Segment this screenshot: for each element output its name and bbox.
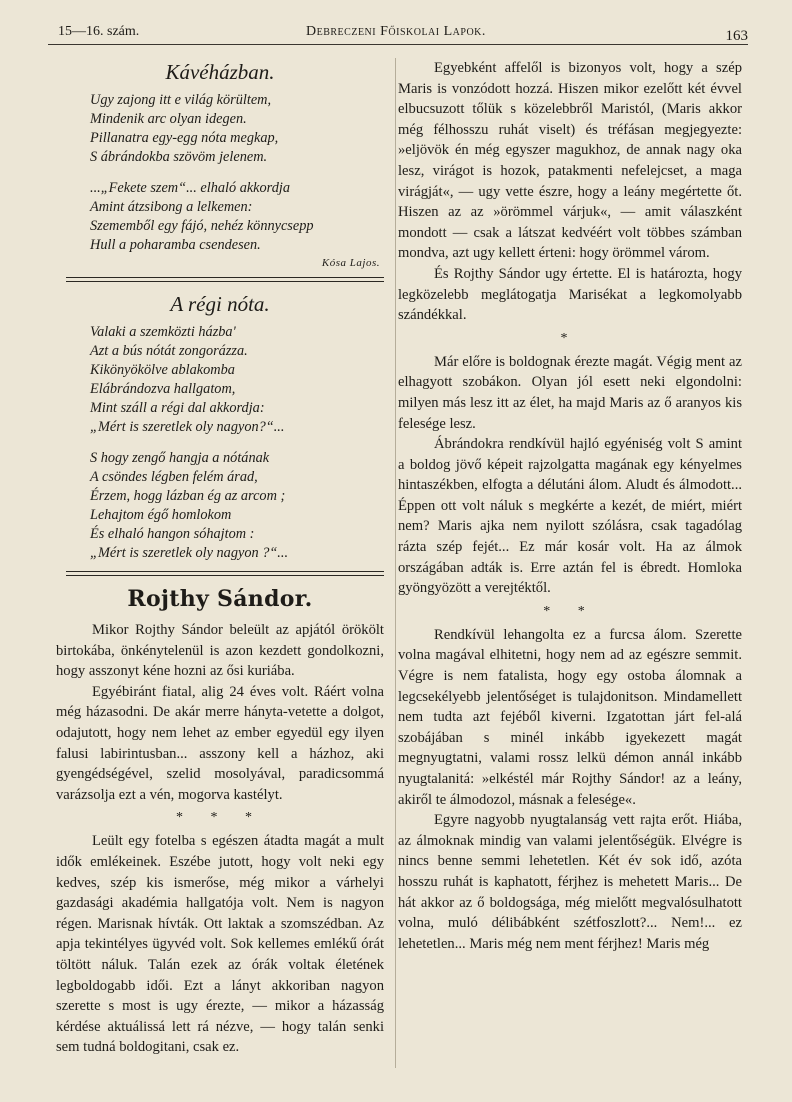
poem-line: Érzem, hogg lázban ég az arcom ; <box>90 488 286 504</box>
poem-line: Elábrándozva hallgatom, <box>90 381 236 397</box>
paragraph: Egyre nagyobb nyugtalanság vett rajta erőt. Hiába, az álmoknak mindig van valami jelentőségük. Elvégre is nincs benne semmi lehetetlen. Két év sok idő, azóta hosszu ruhát is kaphatott, férjhez is mehetett Maris... De hát akkor az ő boldogsága, még mielőtt megvalósulhatott volna, muló délibábként szétfoszlott?... Nem!... ez lehetetlen... Maris még nem ment férjhez! Maris még <box>398 812 742 952</box>
header-rule <box>48 44 748 45</box>
poem-line: A csöndes légben felém árad, <box>90 469 258 485</box>
poem-line: Mint száll a régi dal akkordja: <box>90 400 265 416</box>
section-divider <box>66 277 384 278</box>
right-column <box>398 58 742 954</box>
poem-line: S ábrándokba szövöm jelenem. <box>90 149 268 165</box>
paragraph: Mikor Rojthy Sándor beleült az apjától örökölt birtokába, önkénytelenül is azon kezdett gondolkozni, hogy asszonyt kéne hozni az ősi kuriába. <box>56 622 384 680</box>
poem-line: Valaki a szemközti házba' <box>90 324 236 340</box>
section-divider <box>66 281 384 282</box>
poem-line: Szememből egy fájó, nehéz könnycsepp <box>90 218 314 234</box>
left-column <box>56 58 384 1058</box>
paragraph: És Rojthy Sándor ugy értette. El is határozta, hogy legközelebb meglátogatja Marisékat a legkomolyabb szándékkal. <box>398 265 742 324</box>
paragraph: Egyébiránt fiatal, alig 24 éves volt. Ráért volna még házasodni. De akár merre hányta-vetette a dolgot, odajutott, hogy nem lehet az ember egyedül egy ilyen falusi labirintusban... asszony kell a házhoz, aki gyengédségével, szelid mosolyával, paradicsommá varázsolja ezt a vén, mogorva kastélyt. <box>56 683 384 803</box>
paragraph: Egyebként affelől is bizonyos volt, hogy a szép Maris is vonzódott hozzá. Hiszen mikor ezelőtt két évvel elbucsuzott tőlük s közelebbről Maristól, (Maris akkor még félhosszu ruhát viselt) és tréfásan megjegyezte: »eljövök én még egyszer magukhoz, de annak nagy oka lesz, virágot is hozok, patakmenti nefelejcset, a maga virágját«, — ugy vette észre, hogy a leány megértette őt. Hiszen az az »örömmel várjuk«, — amit válaszként mondott — csak a látszat kedvéért volt többes számban mondva, azt ugy kellett érteni: hogy örömmel várom. <box>398 60 742 262</box>
paragraph: Leült egy fotelba s egészen átadta magát a mult idők emlékeinek. Eszébe jutott, hogy volt neki egy kedves, szép kis ismerőse, még mikor a várhelyi gazdasági akadémia hallgatója volt. Nem is nagyon régen. Marisnak hívták. Ott laktak a szomszédban. Az apja tekintélyes ügyvéd volt. Sok kellemes emlékű órát töltött náluk. Talán ezek az órák voltak életének legboldogabb idői. Ezt a lányt akkoriban nagyon szerette s most is ugy érezte, — mikor a házasság kérdése aktuálissá lett rá nézve, — hogy talán senki sem tudná boldogitani, csak ez. <box>56 833 384 1056</box>
poem-line: Kikönyökölve ablakomba <box>90 362 235 378</box>
poem-stanza <box>90 449 384 563</box>
journal-title: Debreczeni Főiskolai Lapok. <box>306 24 486 39</box>
issue-number: 15—16. szám. <box>58 24 140 39</box>
poem-title: A régi nóta. <box>170 292 270 316</box>
poem-line: Mindenik arc olyan idegen. <box>90 111 247 127</box>
section-stars: * * * <box>176 810 264 826</box>
poem-stanza <box>90 179 384 255</box>
poem-line: Pillanatra egy-egg nóta megkap, <box>90 130 279 146</box>
story-text-right <box>398 58 742 954</box>
poem-a-regi-nota <box>56 323 384 563</box>
story-title: Rojthy Sándor. <box>127 586 313 612</box>
poem-line: És elhaló hangon sóhajtom : <box>90 526 255 542</box>
poem-stanza <box>90 323 384 437</box>
story-text-left <box>56 620 384 1058</box>
poem-line: Lehajtom égő homlokom <box>90 507 232 523</box>
poem-kavehazban <box>56 91 384 255</box>
poem-title: Kávéházban. <box>165 60 275 84</box>
poem-line: Azt a bús nótát zongorázza. <box>90 343 248 359</box>
section-stars: * <box>560 330 580 346</box>
page-header <box>58 24 748 44</box>
poem-line: S hogy zengő hangja a nótának <box>90 450 270 466</box>
poem-author: Kósa Lajos. <box>321 257 380 269</box>
poem-line: „Mért is szeretlek oly nagyon ?“... <box>90 545 289 561</box>
section-stars: * * <box>543 603 597 619</box>
paragraph: Rendkívül lehangolta ez a furcsa álom. Szerette volna magával elhitetni, hogy nem ad az egészre semmit. Végre is nem fatalista, hogy egy ostoba álomnak a legcsekélyebb jelentőséget is tulajdonitson. Mindamellett nem tudta azt fejéből kiverni. Izgatottan járt fel-alá szobájában s minél inkább igyekezett magát megnyugtatni, valami rossz lelkü démon annál inkább nyugtalanitá: »elkéstél már Rojthy Sándor! az a leány, akiről te álmodozol, másnak a felesége«. <box>398 626 742 808</box>
poem-line: Ugy zajong itt e világ körültem, <box>90 92 272 108</box>
poem-line: Amint átzsibong a lelkemen: <box>90 199 253 215</box>
section-divider <box>66 571 384 572</box>
poem-stanza <box>90 91 384 167</box>
poem-line: „Mért is szeretlek oly nagyon?“... <box>90 419 285 435</box>
poem-line: Hull a poharamba csendesen. <box>90 237 261 253</box>
paragraph: Már előre is boldognak érezte magát. Végig ment az elhagyott szobákon. Olyan jól esett neki elgondolni: milyen más lesz itt az élet, ha majd Maris az ő aranyos kis felesége lesz. <box>398 353 742 432</box>
column-divider <box>395 58 396 1068</box>
page-number: 163 <box>725 28 748 44</box>
poem-line: ...„Fekete szem“... elhaló akkordja <box>90 180 290 196</box>
paragraph: Ábrándokra rendkívül hajló egyéniség volt S amint a boldog jövő képeit rajzolgatta magának egy kényelmes hintaszékben, elfogta a délutáni álom. Aludt és álmodott... Éppen ott volt náluk s megkérte a kezét, de miért, miért nem? Maris ajka nem nyilott szólásra, csak tagadólag rázta szép fejét... Ez már kosár volt. Ha az álmok országában adták is. Erre aztán fel is ébredt. Homloka gyöngyözött a verejtéktől. <box>398 436 742 597</box>
section-divider <box>66 575 384 576</box>
